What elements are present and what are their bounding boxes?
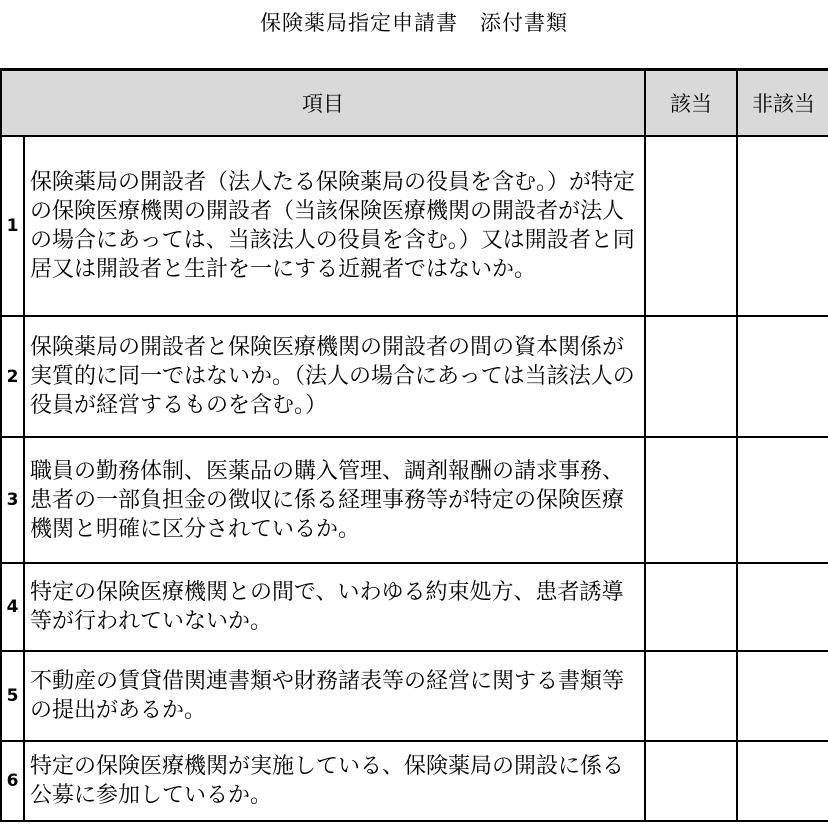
not-applicable-cell[interactable] (737, 316, 828, 437)
table-row (1, 563, 828, 651)
row-number: 4 (1, 563, 24, 651)
applies-cell[interactable] (645, 316, 737, 437)
document-title: 保険薬局指定申請書 添付書類 (260, 11, 568, 35)
not-applicable-cell[interactable] (737, 651, 828, 741)
row-text: 保険薬局の開設者（法人たる保険薬局の役員を含む。）が特定の保険医療機関の開設者（当該保険医療機関の開設者が法人の場合にあっては、当該法人の役員を含む。）又は開設者と同居又は開設者と生計を一にする近親者ではないか。 (24, 136, 645, 316)
row-number: 6 (1, 741, 24, 821)
table-row (1, 651, 828, 741)
row-text: 特定の保険医療機関との間で、いわゆる約束処方、患者誘導等が行われていないか。 (24, 563, 645, 651)
row-text: 保険薬局の開設者と保険医療機関の開設者の間の資本関係が実質的に同一ではないか。（法人の場合にあっては当該法人の役員が経営するものを含む。） (24, 316, 645, 437)
table-row (1, 437, 828, 563)
applies-cell[interactable] (645, 437, 737, 563)
not-applicable-cell[interactable] (737, 437, 828, 563)
table-row (1, 741, 828, 821)
not-applicable-cell[interactable] (737, 136, 828, 316)
header-item: 項目 (1, 70, 645, 137)
header-applies: 該当 (645, 70, 737, 137)
row-text: 職員の勤務体制、医薬品の購入管理、調剤報酬の請求事務、患者の一部負担金の徴収に係る経理事務等が特定の保険医療機関と明確に区分されているか。 (24, 437, 645, 563)
table-row (1, 136, 828, 316)
row-text: 特定の保険医療機関が実施している、保険薬局の開設に係る公募に参加しているか。 (24, 741, 645, 821)
row-number: 2 (1, 316, 24, 437)
header-not-applicable: 非該当 (737, 70, 828, 137)
checklist-table (0, 68, 828, 822)
header-row (1, 70, 828, 137)
not-applicable-cell[interactable] (737, 563, 828, 651)
row-text: 不動産の賃貸借関連書類や財務諸表等の経営に関する書類等の提出があるか。 (24, 651, 645, 741)
applies-cell[interactable] (645, 651, 737, 741)
table-row (1, 316, 828, 437)
row-number: 5 (1, 651, 24, 741)
applies-cell[interactable] (645, 741, 737, 821)
row-number: 3 (1, 437, 24, 563)
not-applicable-cell[interactable] (737, 741, 828, 821)
applies-cell[interactable] (645, 136, 737, 316)
applies-cell[interactable] (645, 563, 737, 651)
row-number: 1 (1, 136, 24, 316)
